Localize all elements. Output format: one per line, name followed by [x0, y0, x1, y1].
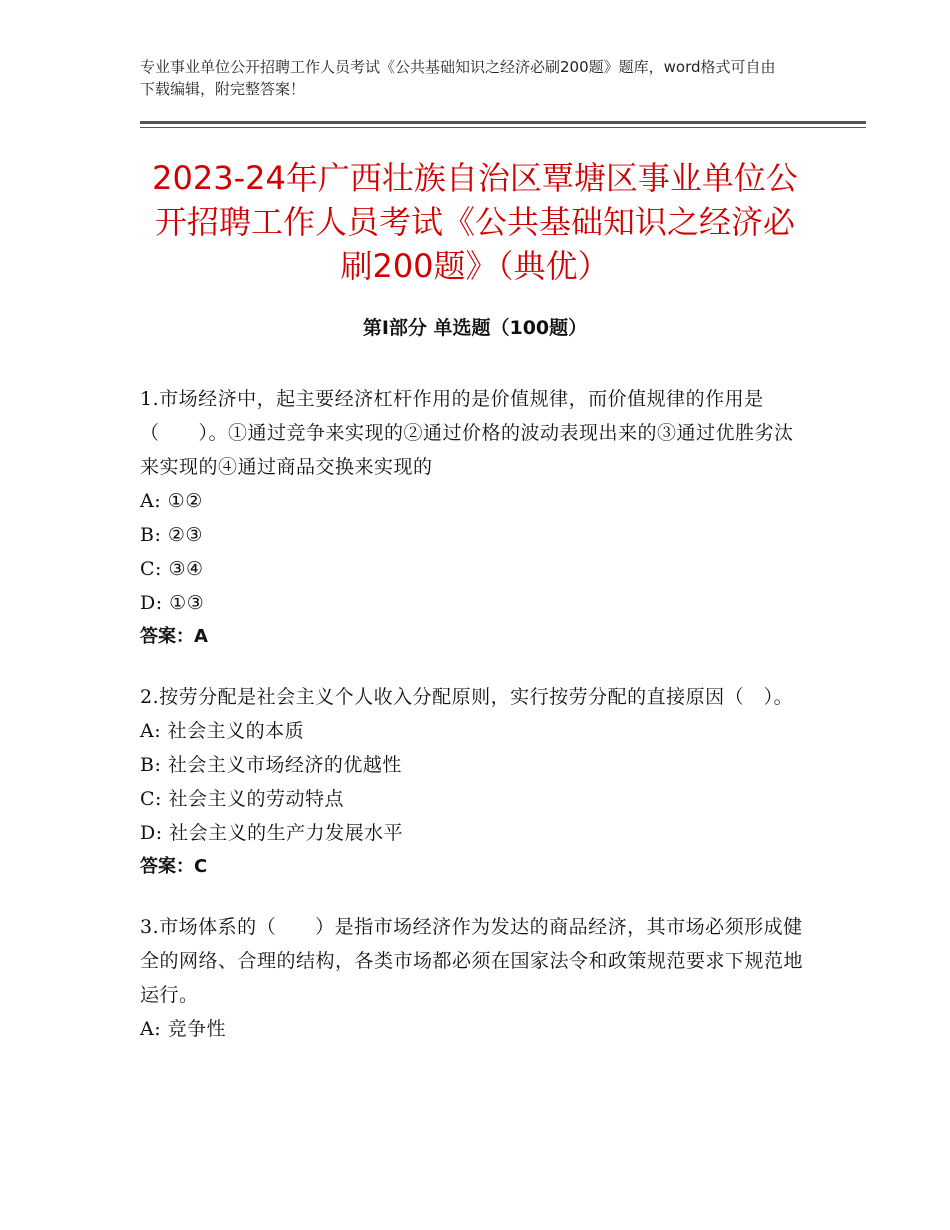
- part-title: 第Ⅰ部分 单选题（100题）: [362, 317, 588, 339]
- answer: 答案：A: [140, 626, 208, 647]
- option-b: B: 社会主义市场经济的优越性: [140, 754, 402, 776]
- answer: 答案：C: [140, 856, 208, 877]
- document-title: 2023-24年广西壮族自治区覃塘区事业单位公开招聘工作人员考试《公共基础知识之经济必刷200题》（典优）: [152, 159, 798, 285]
- question-2: [140, 680, 810, 884]
- option-a: A: 社会主义的本质: [140, 720, 305, 742]
- question-stem: 2.按劳分配是社会主义个人收入分配原则，实行按劳分配的直接原因（ ）。: [140, 686, 794, 708]
- header-rule-thin: [140, 127, 866, 128]
- header-note: 专业事业单位公开招聘工作人员考试《公共基础知识之经济必刷200题》题库，word格式可自由下载编辑，附完整答案！: [140, 58, 776, 98]
- question-stem: 3.市场体系的（ ）是指市场经济作为发达的商品经济，其市场必须形成健全的网络、合理的结构，各类市场都必须在国家法令和政策规范要求下规范地运行。: [140, 916, 804, 1006]
- question-3: [140, 910, 810, 1046]
- question-1: [140, 382, 810, 654]
- option-d: D: ①③: [140, 592, 205, 614]
- option-c: C: 社会主义的劳动特点: [140, 788, 344, 810]
- option-a: A: ①②: [140, 490, 203, 512]
- option-b: B: ②③: [140, 524, 203, 546]
- option-c: C: ③④: [140, 558, 204, 580]
- header-rule-thick: [140, 121, 866, 124]
- option-d: D: 社会主义的生产力发展水平: [140, 822, 404, 844]
- question-list: [140, 382, 810, 1072]
- option-a: A: 竞争性: [140, 1018, 227, 1040]
- question-stem: 1.市场经济中，起主要经济杠杆作用的是价值规律，而价值规律的作用是（ ）。①通过竞争来实现的②通过价格的波动表现出来的③通过优胜劣汰来实现的④通过商品交换来实现的: [140, 388, 794, 478]
